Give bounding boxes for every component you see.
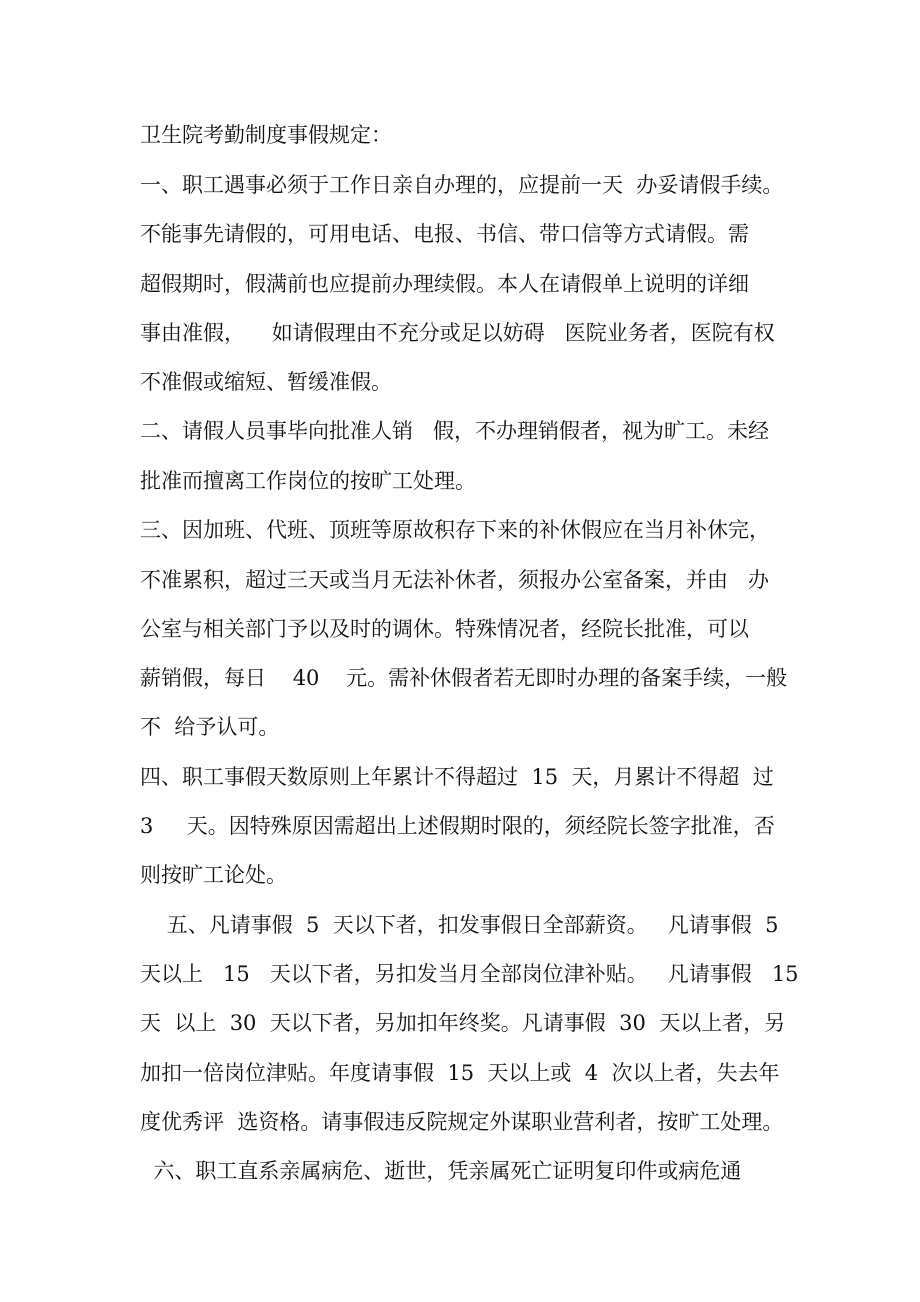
text-line: 四、职工事假天数原则上年累计不得超过 15 天，月累计不得超 过 — [140, 765, 774, 789]
text-line: 二、请假人员事毕向批准人销 假，不办理销假者，视为旷工。未经 — [140, 419, 770, 443]
text-line: 五、凡请事假 5 天以下者，扣发事假日全部薪资。 凡请事假 5 — [140, 913, 779, 937]
text-line: 薪销假，每日 40 元。需补休假者若无即时办理的备案手续，一般 — [140, 666, 788, 690]
text-line: 不能事先请假的，可用电话、电报、书信、带口信等方式请假。需 — [140, 222, 749, 246]
text-line: 批准而擅离工作岗位的按旷工处理。 — [140, 469, 476, 493]
text-line: 六、职工直系亲属病危、逝世，凭亲属死亡证明复印件或病危通 — [140, 1159, 742, 1183]
text-line: 天以上 15 天以下者，另扣发当月全部岗位津补贴。 凡请事假 15 — [140, 962, 799, 986]
text-line: 不准累积，超过三天或当月无法补休者，须报办公室备案，并由 办 — [140, 568, 770, 592]
text-line: 则按旷工论处。 — [140, 863, 287, 887]
text-line: 超假期时，假满前也应提前办理续假。本人在请假单上说明的详细 — [140, 272, 749, 296]
text-line: 一、职工遇事必须于工作日亲自办理的，应提前一天 办妥请假手续。 — [140, 173, 784, 197]
text-line: 天 以上 30 天以下者，另加扣年终奖。凡请事假 30 天以上者，另 — [140, 1011, 786, 1035]
text-line: 事由准假， 如请假理由不充分或足以妨碍 医院业务者，医院有权 — [140, 321, 775, 345]
text-line: 3 天。因特殊原因需超出上述假期时限的，须经院长签字批准，否 — [140, 814, 775, 838]
text-line: 不准假或缩短、暂缓准假。 — [140, 370, 392, 394]
text-line: 公室与相关部门予以及时的调休。特殊情况者，经院长批准，可以 — [140, 617, 749, 641]
text-line: 不 给予认可。 — [140, 715, 280, 739]
text-line: 三、因加班、代班、顶班等原故积存下来的补休假应在当月补休完， — [140, 518, 770, 542]
text-line: 加扣一倍岗位津贴。年度请事假 15 天以上或 4 次以上者，失去年 — [140, 1061, 780, 1085]
text-line: 度优秀评 选资格。请事假违反院规定外谋职业营利者，按旷工处理。 — [140, 1110, 784, 1134]
document-title: 卫生院考勤制度事假规定： — [140, 123, 392, 147]
